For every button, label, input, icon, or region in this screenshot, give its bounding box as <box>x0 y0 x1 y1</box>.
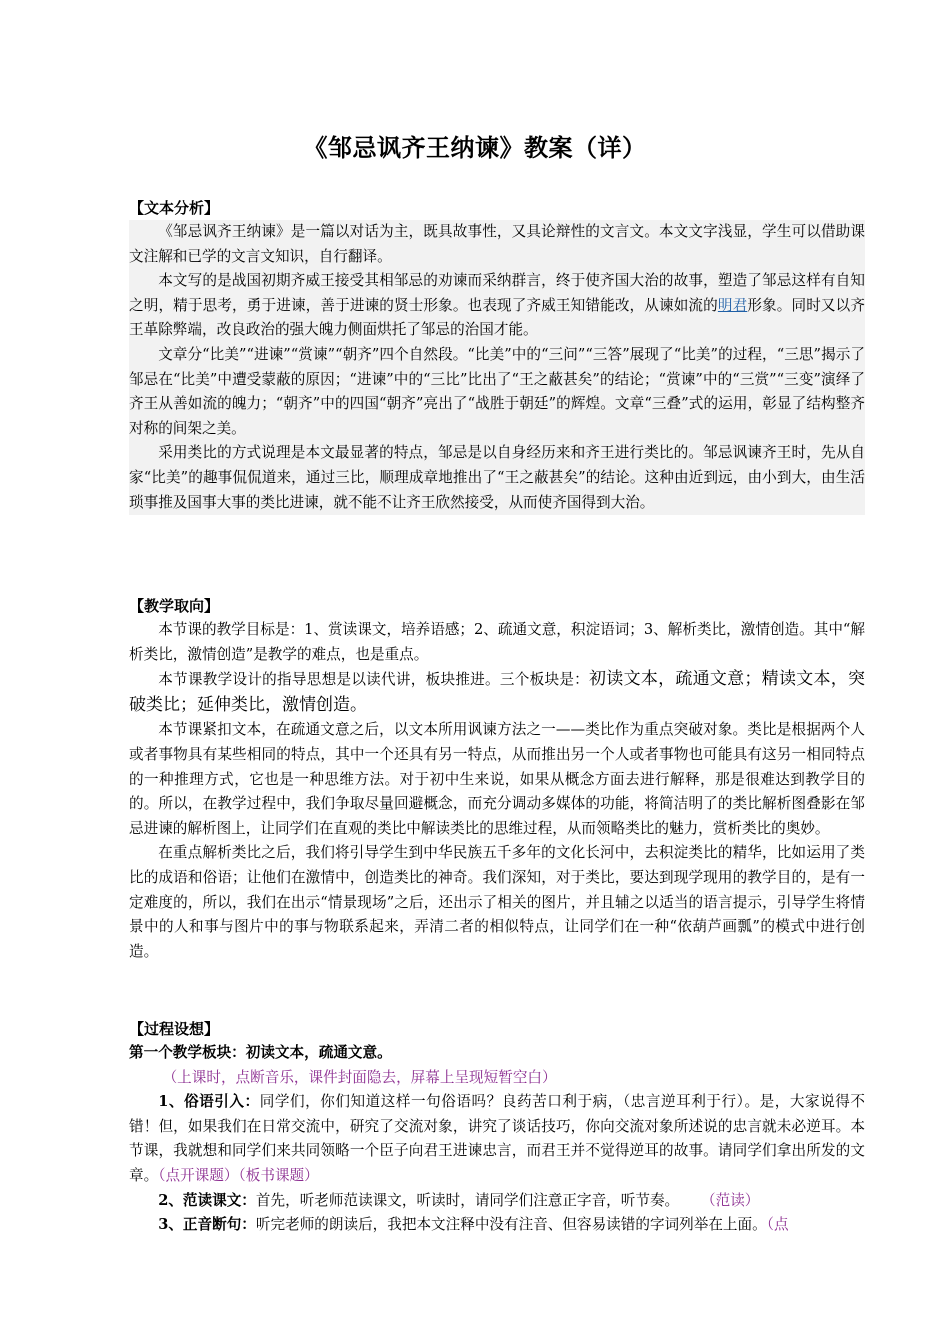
section-heading: 【文本分析】 <box>129 199 220 217</box>
paragraph: 本节课紧扣文本，在疏通文意之后，以文本所用讽谏方法之一——类比作为重点突破对象。类比是根据两个人或者事物具有某些相同的特点，其中一个还具有另一特点，从而推出另一个人或者事物也可能具有这另一相同特点的一种推理方式，它也是一种思维方法。对于初中生来说，如果从概念方面去进行解释，那是很难达到教学目的的。所以，在教学过程中，我们争取尽量回避概念，而充分调动多媒体的功能，将简洁明了的类比解析图叠影在邹忌进谏的解析图上，让同学们在直观的类比中解读类比的思维过程，从而领略类比的魅力，赏析类比的奥妙。 <box>129 721 865 837</box>
paragraph-text: 本节课教学设计的指导思想是以读代讲，板块推进。三个板块是： <box>158 671 590 689</box>
paragraph: 本节课的教学目标是：1、赏读课文，培养语感；2、疏通文意，积淀语词；3、解析类比，激情创造。其中“解析类比，激情创造”是教学的难点，也是重点。 <box>129 621 865 663</box>
paragraph-text: 形象。同时又以齐王革除弊端，改良政治的强大魄力侧面烘托了邹忌的治国才能。 <box>129 296 865 339</box>
step-text: 听完老师的朗读后，我把本文注释中没有注音、但容易读错的字词列举在上面。 <box>255 1216 767 1234</box>
document-title: 《邹忌讽齐王纳谏》教案（详） <box>303 133 647 162</box>
paragraph-text: 本文写的是战国初期齐威王接受其相邹忌的劝谏而采纳群言，终于使齐国大治的故事，塑造了邹忌这样有自知之明，精于思考，勇于进谏，善于进谏的贤士形象。也表现了齐威王知错能改，从谏如流的 <box>129 272 865 314</box>
step-label: 2、范读课文： <box>158 1191 256 1209</box>
section-teaching-orientation <box>129 594 865 964</box>
step-text: 首先，听老师范读课文，听读时，请同学们注意正字音，听节奏。 <box>255 1191 680 1209</box>
paragraph: 文章分“比美”“进谏”“赏谏”“朝齐”四个自然段。“比美”中的“三问”“三答”展现了“比美”的过程，“三思”揭示了邹忌在“比美”中遭受蒙蔽的原因；“进谏”中的“三比”比出了“王之蔽甚矣”的结论；“赏谏”中的“三赏”“三变”演绎了齐王从善如流的魄力；“朝齐”中的四国“朝齐”亮出了“战胜于朝廷”的辉煌。文章“三叠”式的运用，彰显了结构整齐对称的间架之美。 <box>129 345 865 437</box>
shaded-body <box>129 220 865 515</box>
step-text: 同学们，你们知道这样一句俗语吗？良药苦口利于病，（忠言逆耳利于行）。是，大家说得不错！但，如果我们在日常交流中，研究了交流对象，讲究了谈话技巧，你向交流对象所述说的忠言就未必逆耳。本节课，我就想和同学们来共同领略一个臣子向君王进谏忠言，而君王并不觉得逆耳的故事。请同学们拿出所发的文章。 <box>129 1093 866 1184</box>
paragraph <box>129 667 865 718</box>
step-paragraph <box>129 1189 865 1214</box>
step-paragraph <box>129 1090 865 1188</box>
step-label: 3、正音断句： <box>158 1216 256 1234</box>
section-text-analysis <box>129 196 865 515</box>
stage-note: （点 <box>766 1216 789 1234</box>
link-mingjun[interactable]: 明君 <box>717 296 748 314</box>
stage-note: （上课时，点断音乐，课件封面隐去，屏幕上呈现短暂空白） <box>162 1068 557 1086</box>
step-label: 1、俗语引入： <box>158 1093 260 1111</box>
paragraph: 在重点解析类比之后，我们将引导学生到中华民族五千多年的文化长河中，去积淀类比的精华，比如运用了类比的成语和俗语；让他们在激情中，创造类比的神奇。我们深知，对于类比，要达到现学现用的教学目的，是有一定难度的，所以，我们在出示“情景现场”之后，还出示了相关的图片，并且辅之以适当的语言提示，引导学生将情景中的人和事与图片中的事与物联系起来，弄清二者的相似特点，让同学们在一种“依葫芦画瓢”的模式中进行创造。 <box>129 844 865 960</box>
paragraph <box>129 269 865 343</box>
step-paragraph <box>129 1213 865 1238</box>
section-process-plan <box>129 1017 865 1238</box>
stage-note: （点开课题）（板书课题） <box>158 1166 319 1184</box>
paragraph: 采用类比的方式说理是本文最显著的特点，邹忌是以自身经历来和齐王进行类比的。邹忌讽谏齐王时，先从自家“比美”的趣事侃侃道来，通过三比，顺理成章地推出了“王之蔽甚矣”的结论。这种由近到远，由小到大，由生活琐事推及国事大事的类比进谏，就不能不让齐王欣然接受，从而使齐国得到大治。 <box>129 444 865 511</box>
paragraph: 《邹忌讽齐王纳谏》是一篇以对话为主，既具故事性，又具论辩性的文言文。本文文字浅显，学生可以借助课文注解和已学的文言文知识，自行翻译。 <box>129 223 865 265</box>
paragraph-text-large: 初读文本，疏通文意；精读文本，突破类比；延伸类比，激情创造。 <box>129 669 865 715</box>
stage-note: （范读） <box>708 1191 760 1209</box>
section-heading: 【过程设想】 <box>129 1020 220 1038</box>
block-title: 第一个教学板块：初读文本，疏通文意。 <box>129 1044 392 1061</box>
section-heading: 【教学取向】 <box>129 597 220 615</box>
